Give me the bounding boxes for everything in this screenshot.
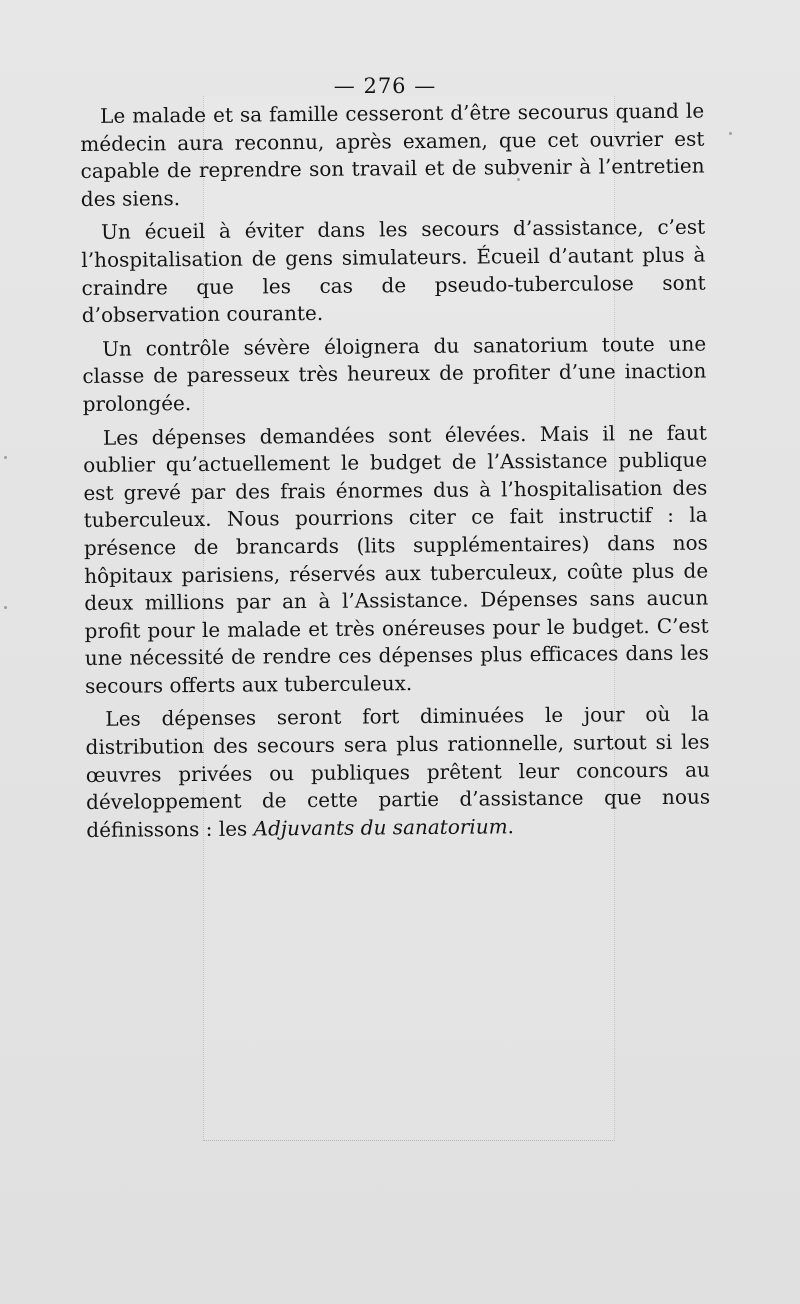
paragraph-discharge: Le malade et sa famille cesseront d’être secourus quand le médecin aura reconnu, après examen, que cet ouvrier est capable de reprendre son travail et de subvenir à l’entretien des siens. [80,98,705,211]
body-text [80,98,710,851]
paragraph-adjuvants-text: Les dépenses seront fort diminuées le jour où la distribution des secours sera plus rationnelle, surtout si les œuvres privées ou publiques prêtent leur concours au développement de cette partie d’assistance que nous définissons : les [85,702,711,842]
paper-speck [729,132,732,135]
adjuvants-italic: Adjuvants du sanatorium [253,814,508,841]
paper-speck [4,456,7,459]
paragraph-adjuvants-end: . [507,814,515,839]
paragraph-adjuvants [85,701,710,844]
page-number: — 276 — [333,74,437,98]
paragraph-simulators: Un écueil à éviter dans les secours d’assistance, c’est l’hospitalisation de gens simulateurs. Écueil d’autant plus à craindre que les cas de pseudo-tuberculose sont d’observation courante. [81,214,706,328]
paragraph-control: Un contrôle sévère éloignera du sanatorium toute une classe de paresseux très heureux de profiter d’une inaction prolongée. [82,331,707,416]
paper-speck [4,606,7,609]
paragraph-expenses: Les dépenses demandées sont élevées. Mais il ne faut oublier qu’actuellement le budget de l’Assistance publique est grevé par des frais énormes dus à l’hospitalisation des tuberculeux. Nous pourrions citer ce fait instructif : la présence de brancards (lits supplémentaires) dans nos hôpitaux parisiens, réservés aux tuberculeux, coûte plus de deux millions par an à l’Assistance. Dépenses sans aucun profit pour le malade et très onéreuses pour le budget. C’est une nécessité de rendre ces dépenses plus efficaces dans les secours offerts aux tuberculeux. [83,420,709,698]
